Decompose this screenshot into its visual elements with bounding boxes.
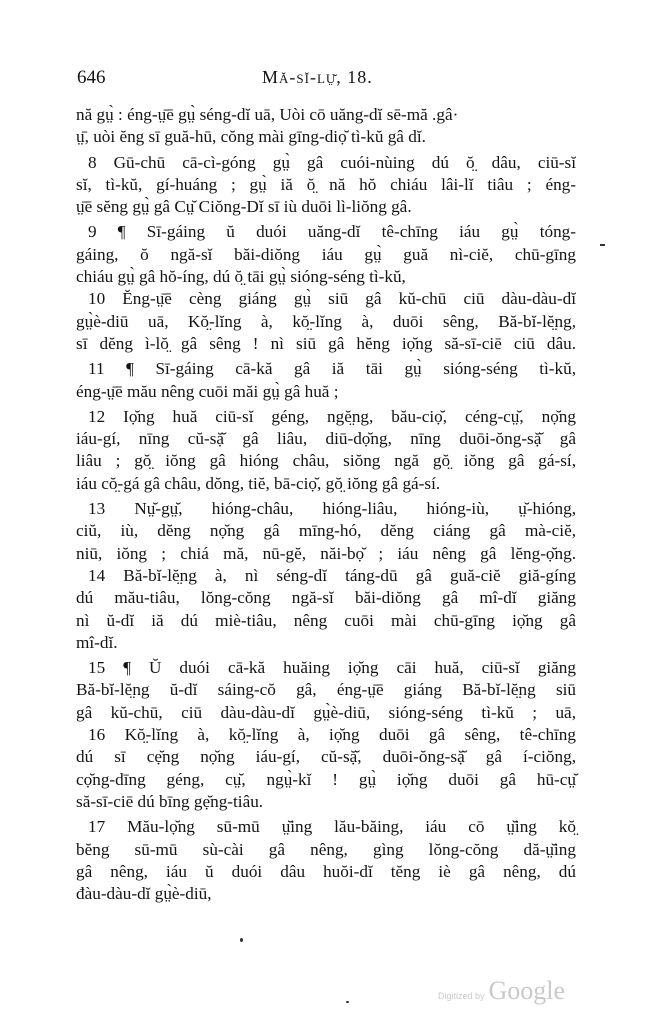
- text-line: niū, iŏng ; chiá mă, nū-gĕ, năi-bọ̆ ; iáu nêng gâ lĕng-ọ̆ng.: [76, 543, 576, 563]
- text-line: dú mău-tiâu, lŏng-cŏng ngă-sĭ băi-diŏng gâ mî-dĭ giăng: [76, 588, 576, 608]
- verse-8: [76, 152, 576, 219]
- text-line: 15 ¶ Ŭ duói cā-kă huăing iọ̆ng cāi huă, ciū-sĭ giăng: [88, 658, 576, 678]
- text-line: ṳ̄, uòi ĕng sī guă-hū, cŏng mài gīng-diọ̆ tì-kŭ gâ dĭ.: [76, 127, 426, 147]
- verse-17: [76, 816, 576, 905]
- text-line: 8 Gū-chū cā-cì-góng gṳ̀ gâ cuói-nùing dú ŏ̤ dâu, ciū-sĭ: [88, 152, 576, 172]
- ink-speck: [346, 1001, 349, 1003]
- text-line: ciŭ, iù, dĕng nọ̆ng gâ mīng-hó, dĕng ciáng gâ mà-ciĕ,: [76, 521, 576, 541]
- text-line: 13 Nṳ̆-gṳ̆, hióng-châu, hióng-liâu, hióng-iù, ṳ̆-hióng,: [88, 499, 576, 519]
- text-line: bĕng sū-mū sù-cài gâ nêng, gìng lŏng-cŏng dă-ṳ̆ing: [76, 839, 576, 859]
- text-line: 9 ¶ Sī-gáing ŭ duói uăng-dĭ tê-chīng iáu gṳ̀ tóng-: [88, 222, 576, 242]
- text-line: 10 Ĕng-ṳ̄ē cèng giáng gṳ̀ siū gâ kŭ-chū ciū dàu-dàu-dĭ: [88, 289, 576, 309]
- text-line: nì ŭ-dĭ iă dú miè-tiâu, nêng cuōi mài chū-gīng iọ̆ng gâ: [76, 610, 576, 630]
- watermark-small-text: Digitized by: [438, 991, 485, 1001]
- google-watermark: [438, 976, 565, 1006]
- text-line: iáu cŏ̤-gá gâ châu, dŏng, tiĕ, bā-ciọ̆, gŏ̤ iŏng gâ gá-sí.: [76, 473, 441, 493]
- margin-tick-mark: [600, 244, 605, 246]
- text-line: 16 Kŏ̤-lĭng à, kŏ̤-lĭng à, iọ̆ng duōi gâ sêng, tê-chīng: [88, 725, 576, 745]
- verse-12: [76, 406, 576, 495]
- text-line: 17 Mău-lọ̆ng sū-mū ṳ̆ing lău-băing, iáu cō ṳ̆ing kŏ̤: [88, 817, 576, 837]
- text-line: liâu ; gŏ̤ iŏng gâ hióng châu, siŏng ngă gŏ̤ iŏng gâ gá-sí,: [76, 451, 576, 471]
- verse-9: [76, 221, 576, 288]
- text-line: Bă-bĭ-lĕ̤ng ŭ-dĭ sáing-cŏ gâ, éng-ṳ̄ē giáng Bă-bĭ-lĕ̤ng siū: [76, 680, 576, 700]
- verse-13: [76, 498, 576, 565]
- body-text: [76, 104, 576, 905]
- text-line: sī dĕng ì-lŏ̤ gâ sêng ! nì siū gâ hĕng iọ̆ng să-sī-ciē ciū dâu.: [76, 333, 576, 353]
- text-line: ṳ̄ē sĕng gṳ̀ gâ Cṳ̆ Ciŏng-Dĭ sī iù duōi lì-liŏng gâ.: [76, 197, 412, 217]
- text-line: đàu-dàu-dĭ gṳ̀è-diū,: [76, 884, 212, 904]
- text-line: să-sī-ciē dú bīng gẹ̆ng-tiâu.: [76, 791, 264, 811]
- verse-14: [76, 565, 576, 654]
- verse-15: [76, 657, 576, 724]
- ink-speck: [240, 938, 243, 942]
- google-logo: Google: [488, 976, 566, 1005]
- text-line: nă gṳ̀ : éng-ṳ̄ē gṳ̀ séng-dĭ uā, Uòi cō uăng-dĭ sē-mă .gâ·: [76, 105, 459, 124]
- verse-10: [76, 288, 576, 355]
- verse-16: [76, 724, 576, 813]
- text-line: sĭ, tì-kŭ, gí-huáng ; gṳ̀ iă ŏ̤ nă hŏ chiáu lâi-lĭ tiâu ; éng-: [76, 174, 576, 194]
- page-number: 646: [77, 67, 106, 88]
- text-line: mî-dĭ.: [76, 632, 118, 652]
- text-line: gâ nêng, iáu ŭ duói dâu huŏi-dĭ tĕng iè gâ nêng, dú: [76, 861, 576, 881]
- text-line: iáu-gí, nīng cŭ-sặ̆ gâ liâu, diū-dọ̆ng, nīng duōi-ŏng-sặ̆ gâ: [76, 429, 576, 449]
- text-line: gâ kŭ-chū, ciū dàu-dàu-dĭ gṳ̀è-diū, sióng-séng tì-kŭ ; uā,: [76, 702, 576, 722]
- running-head: Mă-sĭ-lṳ̆, 18.: [262, 67, 373, 87]
- text-line: éng-ṳ̄ē mău nêng cuōi măi gṳ̀ gâ huă ;: [76, 381, 339, 401]
- text-line: cọ̆ng-dīng géng, cṳ̆, ngṳ̀-kĭ ! gṳ̀ iọ̆ng duōi gâ hū-cṳ̆: [76, 769, 576, 789]
- text-line: gáing, ŏ ngă-sĭ băi-diŏng iáu gṳ̀ guă nì-ciĕ, chū-gīng: [76, 244, 576, 264]
- text-line: gṳ̀è-diū uā, Kŏ̤-lĭng à, kŏ̤-lĭng à, duōi sêng, Bă-bĭ-lĕ̤ng,: [76, 311, 576, 331]
- text-line: dú sī cẹ̆ng nọ̆ng iáu-gí, cŭ-sặ̆, duōi-ŏng-sặ̆ gâ í-ciŏng,: [76, 747, 576, 767]
- text-line: 11 ¶ Sī-gáing cā-kă gâ iă tāi gṳ̀ sióng-séng tì-kŭ,: [88, 359, 576, 379]
- verse-11: [76, 358, 576, 403]
- text-line: 14 Bă-bĭ-lĕ̤ng à, nì séng-dĭ táng-dū gâ guă-ciĕ giă-gíng: [88, 565, 576, 585]
- text-line: 12 Iọ̆ng huă ciū-sĭ géng, ngĕ̤ng, bău-ciọ̆, céng-cṳ̆, nọ̆ng: [88, 406, 576, 426]
- text-line: chiáu gṳ̀ gâ hŏ-íng, dú ŏ̤ tāi gṳ̀ sióng-séng tì-kŭ,: [76, 267, 406, 287]
